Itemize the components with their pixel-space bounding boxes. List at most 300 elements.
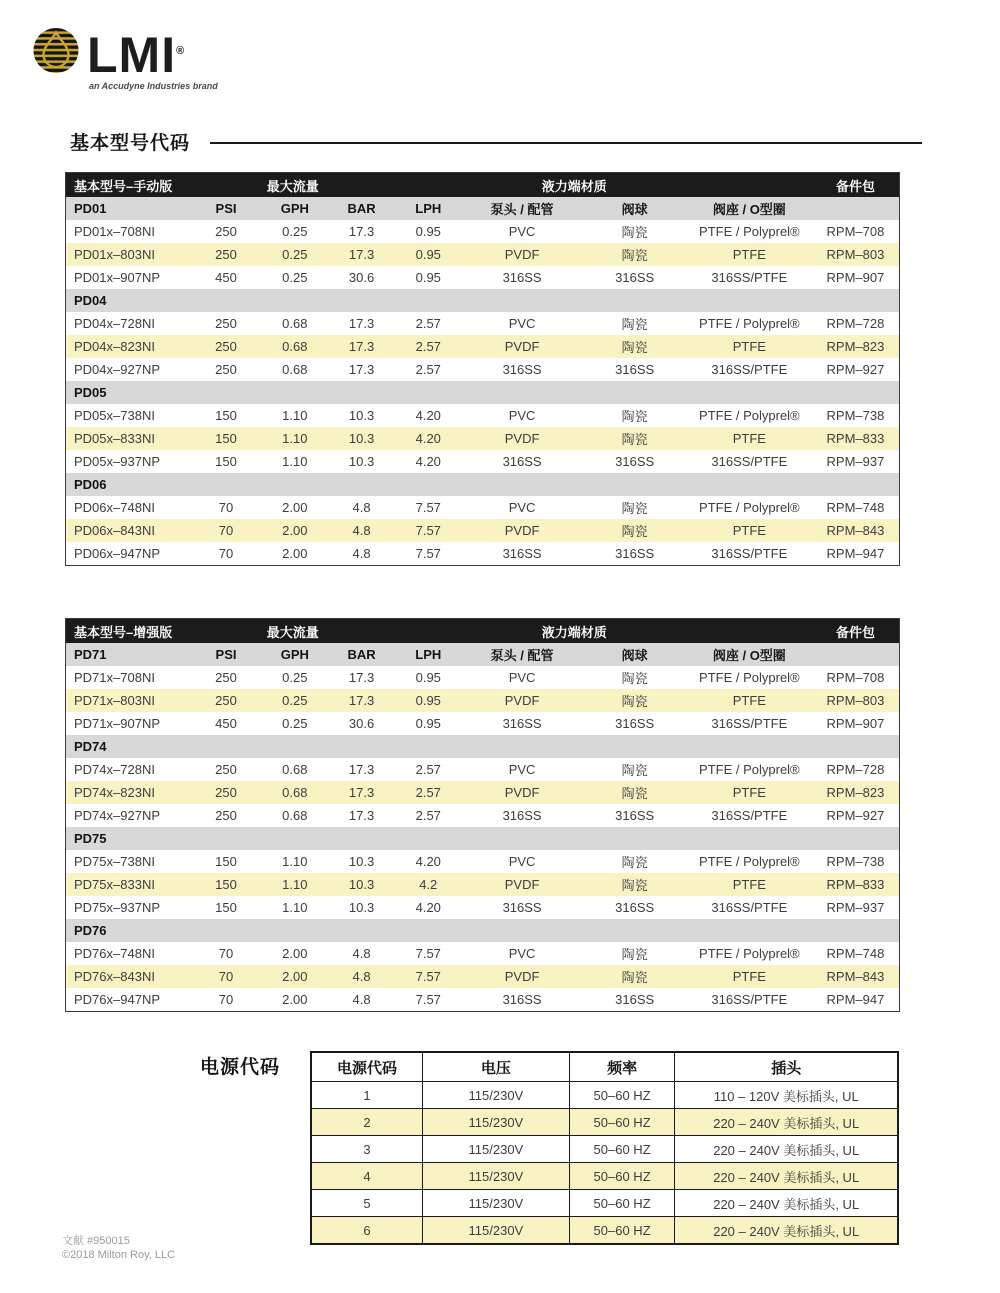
value-cell: PVDF	[462, 781, 583, 804]
value-cell: 0.68	[282, 362, 308, 377]
model-cell: PD04x–823NI	[66, 335, 191, 358]
column-header-cell: 阀座 / O型圈	[687, 197, 812, 220]
value-cell: 250	[215, 808, 237, 823]
value-cell: PVC	[508, 500, 536, 515]
value-cell: RPM–803	[812, 689, 900, 712]
value-cell: 316SS	[502, 362, 542, 377]
value-cell: 陶瓷	[621, 763, 648, 778]
value-cell: RPM–708	[826, 670, 885, 685]
value-cell: 316SS/PTFE	[711, 716, 788, 731]
value-cell: 115/230V	[423, 1190, 570, 1217]
value-cell: 1.10	[282, 900, 308, 915]
value-cell: PVC	[508, 670, 536, 685]
value-cell: 17.3	[348, 316, 375, 331]
column-header-cell: LPH	[395, 197, 462, 220]
column-header-cell: 泵头 / 配管	[462, 197, 583, 220]
value-cell: 4.8	[352, 546, 371, 561]
value-cell: 4.20	[415, 854, 441, 869]
value-cell: 316SS/PTFE	[711, 992, 788, 1007]
value-cell: PTFE / Polyprel®	[699, 762, 800, 777]
value-cell: RPM–937	[826, 900, 885, 915]
value-cell: 2.57	[395, 781, 462, 804]
value-cell: 4	[311, 1163, 423, 1190]
model-cell: PD76x–748NI	[74, 946, 155, 961]
value-cell: 2.00	[261, 519, 328, 542]
value-cell: 1	[311, 1082, 423, 1109]
registered-mark: ®	[176, 45, 186, 57]
value-cell: 316SS	[502, 716, 542, 731]
column-header-cell	[812, 197, 900, 220]
value-cell: 4.20	[415, 408, 441, 423]
value-cell: 115/230V	[423, 1163, 570, 1190]
value-cell: 陶瓷	[621, 947, 648, 962]
value-cell: 1.10	[282, 454, 308, 469]
value-cell: PVDF	[462, 965, 583, 988]
value-cell: 2.57	[415, 762, 441, 777]
table-row	[66, 243, 900, 266]
value-cell: 316SS	[502, 900, 542, 915]
model-cell: PD01x–708NI	[74, 224, 155, 239]
value-cell: 0.68	[282, 762, 308, 777]
value-cell: 0.25	[261, 243, 328, 266]
model-cell: PD05x–738NI	[74, 408, 155, 423]
value-cell: PTFE / Polyprel®	[699, 408, 800, 423]
value-cell: 150	[215, 854, 237, 869]
section-row	[66, 735, 900, 758]
value-cell: 17.3	[348, 808, 375, 823]
value-cell: 陶瓷	[583, 965, 687, 988]
value-cell: 17.3	[348, 762, 375, 777]
column-header-cell: PD71	[66, 643, 191, 666]
value-cell: 陶瓷	[583, 781, 687, 804]
value-cell: PTFE	[687, 243, 812, 266]
page-title: 基本型号代码	[70, 133, 191, 154]
value-cell: 0.25	[282, 670, 308, 685]
value-cell: 4.8	[328, 965, 395, 988]
table-row	[66, 942, 900, 965]
value-cell: 50–60 HZ	[569, 1109, 675, 1136]
value-cell: 7.57	[395, 965, 462, 988]
value-cell: 陶瓷	[583, 873, 687, 896]
document-number: 文献 #950015	[62, 1235, 130, 1247]
value-cell: 2.00	[282, 500, 308, 515]
value-cell: 陶瓷	[583, 519, 687, 542]
value-cell: 250	[191, 781, 262, 804]
value-cell: 70	[191, 965, 262, 988]
value-cell: 17.3	[328, 243, 395, 266]
value-cell: 316SS	[502, 808, 542, 823]
section-header	[70, 128, 922, 155]
value-cell: 250	[191, 243, 262, 266]
value-cell: 1.10	[282, 854, 308, 869]
lmi-drop-icon	[33, 27, 79, 79]
value-cell: RPM–927	[826, 808, 885, 823]
value-cell: PTFE	[687, 689, 812, 712]
value-cell: PVC	[508, 316, 536, 331]
model-cell: PD06x–748NI	[74, 500, 155, 515]
value-cell: 316SS/PTFE	[711, 270, 788, 285]
section-row	[66, 473, 900, 496]
value-cell: 50–60 HZ	[569, 1190, 675, 1217]
column-header-cell: BAR	[328, 197, 395, 220]
section-label: PD04	[66, 289, 900, 312]
value-cell: 10.3	[348, 900, 375, 915]
value-cell: 陶瓷	[583, 427, 687, 450]
value-cell: 30.6	[348, 270, 375, 285]
value-cell: RPM–833	[812, 427, 900, 450]
value-cell: 150	[215, 408, 237, 423]
value-cell: 2.57	[395, 335, 462, 358]
value-cell: RPM–728	[826, 316, 885, 331]
value-cell: PTFE / Polyprel®	[699, 500, 800, 515]
value-cell: 陶瓷	[621, 225, 648, 240]
column-header-cell: 插头	[675, 1052, 898, 1082]
value-cell: 2.57	[415, 362, 441, 377]
group-header-cell: 备件包	[812, 619, 900, 644]
value-cell: PVC	[508, 946, 536, 961]
column-header-cell: PD01	[66, 197, 191, 220]
value-cell: 50–60 HZ	[569, 1217, 675, 1245]
table-row	[66, 427, 900, 450]
value-cell: 115/230V	[423, 1109, 570, 1136]
value-cell: PTFE	[687, 519, 812, 542]
column-header-cell: GPH	[261, 643, 328, 666]
manual-models-table	[65, 172, 900, 566]
value-cell: 150	[215, 900, 237, 915]
value-cell: RPM–823	[812, 335, 900, 358]
table-row	[66, 988, 900, 1012]
value-cell: 1.10	[282, 408, 308, 423]
value-cell: 0.25	[282, 716, 308, 731]
model-cell: PD04x–728NI	[74, 316, 155, 331]
value-cell: 10.3	[328, 873, 395, 896]
group-header-cell: 基本型号–手动版	[66, 173, 191, 198]
value-cell: 0.95	[415, 716, 441, 731]
value-cell: 4.8	[352, 500, 371, 515]
value-cell: 10.3	[348, 454, 375, 469]
value-cell: PVDF	[462, 873, 583, 896]
table-row	[66, 496, 900, 519]
value-cell: PTFE / Polyprel®	[699, 946, 800, 961]
table-row	[311, 1217, 898, 1245]
value-cell: 70	[218, 546, 234, 561]
value-cell: PVDF	[462, 689, 583, 712]
section-row	[66, 919, 900, 942]
group-header-cell	[687, 173, 812, 198]
column-header-cell: BAR	[328, 643, 395, 666]
model-cell: PD71x–708NI	[74, 670, 155, 685]
value-cell: 250	[215, 762, 237, 777]
value-cell: 1.10	[261, 427, 328, 450]
section-label: PD74	[66, 735, 900, 758]
table-row	[66, 404, 900, 427]
value-cell: 陶瓷	[621, 317, 648, 332]
value-cell: 316SS	[502, 270, 542, 285]
model-cell: PD75x–738NI	[74, 854, 155, 869]
copyright: ©2018 Milton Roy, LLC	[62, 1249, 176, 1261]
group-header-cell: 基本型号–增强版	[66, 619, 191, 644]
value-cell: 316SS	[502, 454, 542, 469]
value-cell: 250	[215, 670, 237, 685]
value-cell: 4.8	[352, 946, 371, 961]
table-row	[66, 220, 900, 243]
column-header-row	[311, 1052, 898, 1082]
value-cell: 17.3	[328, 335, 395, 358]
value-cell: RPM–937	[826, 454, 885, 469]
table-body	[66, 666, 900, 1012]
value-cell: 7.57	[415, 992, 441, 1007]
value-cell: PTFE	[687, 965, 812, 988]
column-header-cell: 阀座 / O型圈	[687, 643, 812, 666]
value-cell: PTFE / Polyprel®	[699, 854, 800, 869]
value-cell: 2.00	[282, 546, 308, 561]
value-cell: PTFE / Polyprel®	[699, 316, 800, 331]
model-cell: PD75x–833NI	[66, 873, 191, 896]
value-cell: RPM–833	[812, 873, 900, 896]
value-cell: RPM–823	[812, 781, 900, 804]
value-cell: 70	[218, 946, 234, 961]
table-head	[66, 173, 900, 221]
column-header-cell: 泵头 / 配管	[462, 643, 583, 666]
column-header-cell: LPH	[395, 643, 462, 666]
manual-models-table-wrap	[65, 172, 900, 566]
value-cell: 0.95	[395, 689, 462, 712]
value-cell: 陶瓷	[621, 409, 648, 424]
model-cell: PD76x–947NP	[74, 992, 160, 1007]
value-cell: PTFE	[687, 873, 812, 896]
group-header-cell: 最大流量	[191, 173, 395, 198]
value-cell: 316SS	[502, 546, 542, 561]
value-cell: RPM–843	[812, 965, 900, 988]
value-cell: 316SS/PTFE	[711, 808, 788, 823]
table-row	[66, 312, 900, 335]
value-cell: RPM–947	[826, 546, 885, 561]
value-cell: PVDF	[462, 335, 583, 358]
value-cell: RPM–803	[812, 243, 900, 266]
table-row	[66, 542, 900, 566]
model-cell: PD71x–907NP	[74, 716, 160, 731]
value-cell: RPM–843	[812, 519, 900, 542]
table-head	[311, 1052, 898, 1082]
value-cell: 316SS	[615, 900, 655, 915]
value-cell: 316SS	[615, 454, 655, 469]
model-cell: PD74x–823NI	[66, 781, 191, 804]
model-cell: PD71x–803NI	[66, 689, 191, 712]
title-rule	[210, 142, 922, 144]
power-code-title: 电源代码	[200, 1057, 281, 1078]
value-cell: 陶瓷	[621, 855, 648, 870]
table-row	[66, 666, 900, 689]
value-cell: 2.00	[282, 946, 308, 961]
value-cell: 2.57	[415, 808, 441, 823]
column-header-cell: PSI	[191, 197, 262, 220]
value-cell: 2.57	[415, 316, 441, 331]
table-body	[311, 1082, 898, 1245]
value-cell: PVC	[508, 854, 536, 869]
table-row	[311, 1082, 898, 1109]
model-cell: PD06x–843NI	[66, 519, 191, 542]
value-cell: 50–60 HZ	[569, 1136, 675, 1163]
value-cell: RPM–907	[826, 716, 885, 731]
table-row	[66, 712, 900, 735]
enhanced-models-table-wrap	[65, 618, 900, 1012]
value-cell: 17.3	[328, 781, 395, 804]
value-cell: 5	[311, 1190, 423, 1217]
value-cell: 150	[215, 454, 237, 469]
group-header-row	[66, 619, 900, 644]
value-cell: PVDF	[462, 243, 583, 266]
model-cell: PD75x–937NP	[74, 900, 160, 915]
lmi-logo	[33, 27, 218, 91]
group-header-cell	[687, 619, 812, 644]
value-cell: RPM–728	[826, 762, 885, 777]
value-cell: 70	[218, 500, 234, 515]
value-cell: 10.3	[348, 408, 375, 423]
value-cell: 7.57	[415, 546, 441, 561]
value-cell: 450	[215, 716, 237, 731]
table-row	[66, 896, 900, 919]
value-cell: 250	[215, 362, 237, 377]
group-header-cell	[395, 619, 462, 644]
model-cell: PD74x–927NP	[74, 808, 160, 823]
table-row	[66, 850, 900, 873]
table-row	[311, 1190, 898, 1217]
brand-tagline: an Accudyne Industries brand	[89, 81, 218, 91]
section-label: PD75	[66, 827, 900, 850]
value-cell: 316SS	[615, 808, 655, 823]
model-cell: PD05x–833NI	[66, 427, 191, 450]
value-cell: 220 – 240V 美标插头, UL	[675, 1109, 898, 1136]
table-row	[66, 450, 900, 473]
model-cell: PD74x–728NI	[74, 762, 155, 777]
value-cell: RPM–748	[826, 946, 885, 961]
group-header-cell: 最大流量	[191, 619, 395, 644]
value-cell: 450	[215, 270, 237, 285]
value-cell: 4.20	[415, 900, 441, 915]
value-cell: 0.25	[282, 224, 308, 239]
table-row	[66, 804, 900, 827]
section-label: PD05	[66, 381, 900, 404]
value-cell: 316SS/PTFE	[711, 546, 788, 561]
value-cell: 2	[311, 1109, 423, 1136]
section-label: PD06	[66, 473, 900, 496]
column-header-cell: 频率	[569, 1052, 675, 1082]
value-cell: 6	[311, 1217, 423, 1245]
column-header-cell: 电源代码	[311, 1052, 423, 1082]
value-cell: RPM–947	[826, 992, 885, 1007]
value-cell: 7.57	[415, 946, 441, 961]
value-cell: 2.00	[282, 992, 308, 1007]
value-cell: 17.3	[348, 670, 375, 685]
table-row	[311, 1136, 898, 1163]
value-cell: RPM–708	[826, 224, 885, 239]
value-cell: 0.68	[261, 781, 328, 804]
page-footer	[62, 1234, 175, 1262]
value-cell: 7.57	[415, 500, 441, 515]
value-cell: 115/230V	[423, 1217, 570, 1245]
value-cell: 17.3	[348, 362, 375, 377]
value-cell: PVC	[508, 224, 536, 239]
value-cell: 250	[191, 689, 262, 712]
value-cell: 50–60 HZ	[569, 1082, 675, 1109]
table-row	[66, 965, 900, 988]
value-cell: 316SS	[502, 992, 542, 1007]
value-cell: 316SS	[615, 546, 655, 561]
column-header-row	[66, 643, 900, 666]
value-cell: 0.25	[282, 270, 308, 285]
value-cell: PTFE / Polyprel®	[699, 670, 800, 685]
value-cell: RPM–927	[826, 362, 885, 377]
value-cell: 150	[191, 873, 262, 896]
value-cell: 220 – 240V 美标插头, UL	[675, 1190, 898, 1217]
value-cell: RPM–738	[826, 408, 885, 423]
value-cell: 17.3	[328, 689, 395, 712]
value-cell: 陶瓷	[621, 671, 648, 686]
value-cell: 0.68	[282, 316, 308, 331]
section-label: PD76	[66, 919, 900, 942]
value-cell: 4.8	[328, 519, 395, 542]
group-header-cell: 液力端材质	[462, 173, 687, 198]
value-cell: 110 – 120V 美标插头, UL	[675, 1082, 898, 1109]
value-cell: 0.25	[261, 689, 328, 712]
value-cell: 115/230V	[423, 1136, 570, 1163]
column-header-cell: 阀球	[583, 643, 687, 666]
model-cell: PD04x–927NP	[74, 362, 160, 377]
value-cell: 316SS/PTFE	[711, 362, 788, 377]
value-cell: PVDF	[462, 519, 583, 542]
value-cell: 陶瓷	[583, 243, 687, 266]
value-cell: 0.95	[415, 670, 441, 685]
value-cell: 316SS	[615, 716, 655, 731]
value-cell: PVC	[508, 408, 536, 423]
value-cell: 220 – 240V 美标插头, UL	[675, 1163, 898, 1190]
table-row	[66, 266, 900, 289]
value-cell: 70	[218, 992, 234, 1007]
value-cell: 2.00	[261, 965, 328, 988]
column-header-cell: 阀球	[583, 197, 687, 220]
value-cell: 150	[191, 427, 262, 450]
value-cell: 4.20	[415, 454, 441, 469]
value-cell: 115/230V	[423, 1082, 570, 1109]
value-cell: 316SS	[615, 992, 655, 1007]
value-cell: 4.20	[395, 427, 462, 450]
table-row	[66, 689, 900, 712]
group-header-cell: 液力端材质	[462, 619, 687, 644]
section-row	[66, 827, 900, 850]
value-cell: PTFE	[687, 335, 812, 358]
value-cell: 316SS/PTFE	[711, 454, 788, 469]
model-cell: PD06x–947NP	[74, 546, 160, 561]
value-cell: 250	[191, 335, 262, 358]
value-cell: 220 – 240V 美标插头, UL	[675, 1136, 898, 1163]
table-row	[66, 781, 900, 804]
column-header-cell: 电压	[423, 1052, 570, 1082]
value-cell: RPM–748	[826, 500, 885, 515]
value-cell: 陶瓷	[583, 689, 687, 712]
table-row	[311, 1163, 898, 1190]
value-cell: 1.10	[261, 873, 328, 896]
value-cell: 0.95	[415, 270, 441, 285]
group-header-cell: 备件包	[812, 173, 900, 198]
value-cell: 220 – 240V 美标插头, UL	[675, 1217, 898, 1245]
value-cell: 3	[311, 1136, 423, 1163]
table-row	[311, 1109, 898, 1136]
brand-name: LMI®	[87, 27, 186, 83]
model-cell: PD76x–843NI	[66, 965, 191, 988]
table-row	[66, 358, 900, 381]
value-cell: 陶瓷	[583, 335, 687, 358]
value-cell: 316SS	[615, 362, 655, 377]
